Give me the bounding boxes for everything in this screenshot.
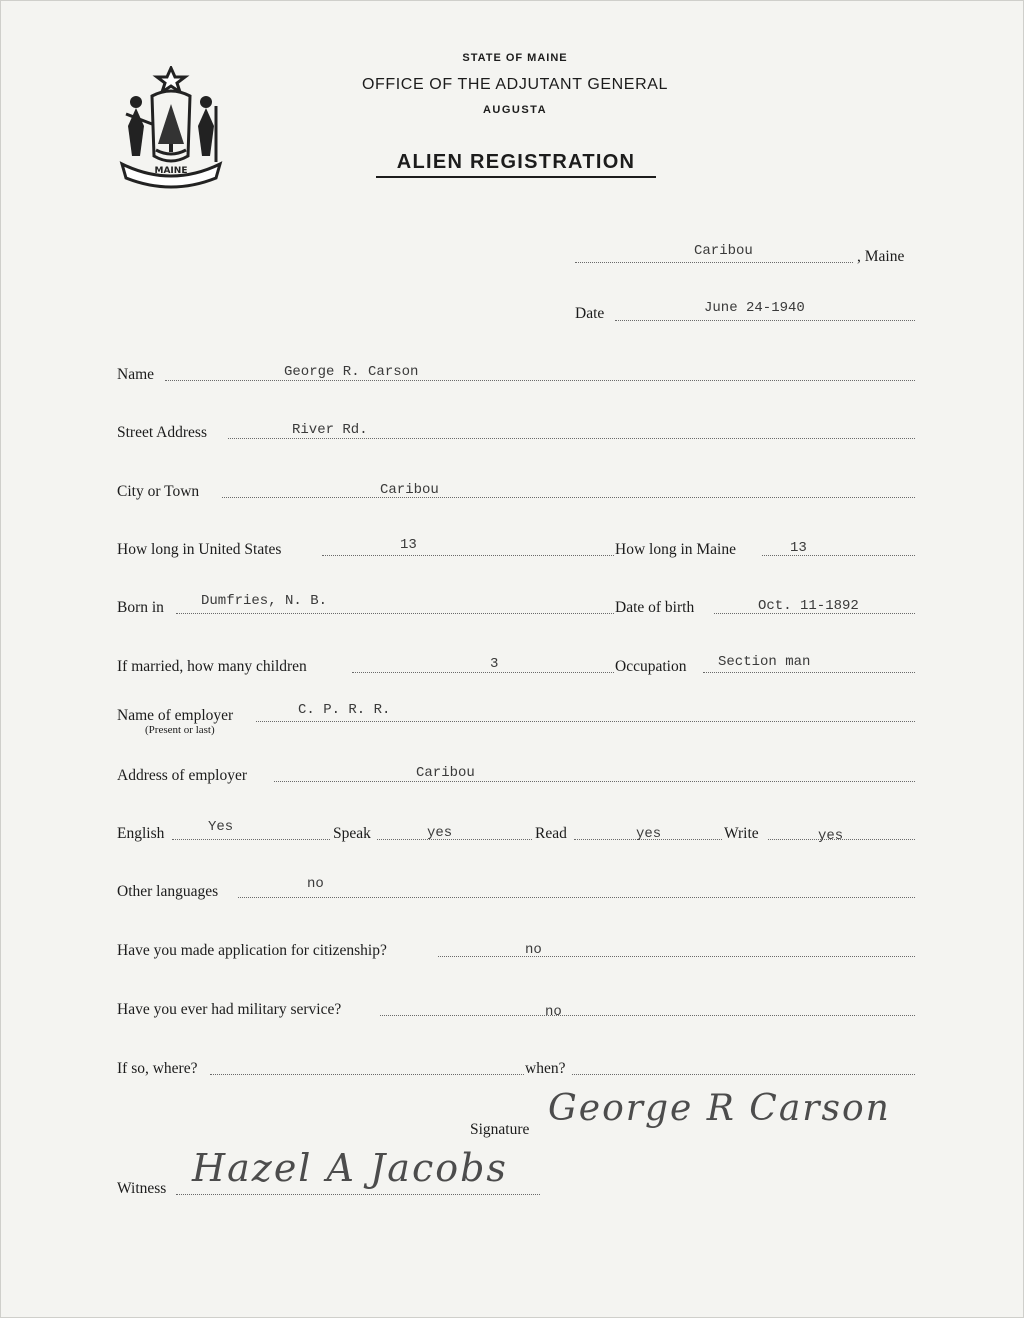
employer-sublabel: (Present or last) xyxy=(145,724,215,736)
state-heading: STATE OF MAINE xyxy=(462,52,568,64)
children-value: 3 xyxy=(490,656,499,672)
occupation-label: Occupation xyxy=(615,658,687,675)
employer-line xyxy=(256,721,915,722)
citizenship-value: no xyxy=(525,942,542,958)
speak-label: Speak xyxy=(333,825,371,842)
how-long-us-label: How long in United States xyxy=(117,541,282,558)
signature-label: Signature xyxy=(470,1121,530,1138)
street-address-line xyxy=(228,438,915,439)
read-value: yes xyxy=(636,826,662,842)
how-long-maine-line xyxy=(762,555,915,556)
how-long-maine-value: 13 xyxy=(790,540,807,556)
city-heading: AUGUSTA xyxy=(482,104,548,116)
occupation-value: Section man xyxy=(718,654,811,670)
place-suffix: , Maine xyxy=(857,248,905,265)
employer-value: C. P. R. R. xyxy=(298,702,391,718)
name-label: Name xyxy=(117,366,155,383)
date-label: Date xyxy=(575,305,605,322)
date-of-birth-label: Date of birth xyxy=(615,599,695,616)
form-title: ALIEN REGISTRATION xyxy=(376,151,656,178)
born-in-label: Born in xyxy=(117,599,164,616)
other-languages-line xyxy=(238,897,915,898)
employer-label: Name of employer xyxy=(117,707,234,724)
military-line xyxy=(380,1015,915,1016)
military-value: no xyxy=(545,1004,562,1020)
city-label: City or Town xyxy=(117,483,200,500)
children-line xyxy=(352,672,614,673)
city-line xyxy=(222,497,915,498)
other-languages-value: no xyxy=(307,876,324,892)
date-line xyxy=(615,320,915,321)
place-line xyxy=(575,262,853,263)
name-value: George R. Carson xyxy=(284,364,419,380)
how-long-us-value: 13 xyxy=(400,537,417,553)
children-label: If married, how many children xyxy=(117,658,307,675)
english-label: English xyxy=(117,825,165,842)
if-so-where-label: If so, where? xyxy=(117,1060,198,1077)
write-value: yes xyxy=(818,828,844,844)
born-in-value: Dumfries, N. B. xyxy=(201,593,328,609)
city-value: Caribou xyxy=(380,482,439,498)
witness-signature-value: Hazel A Jacobs xyxy=(192,1146,508,1190)
citizenship-label: Have you made application for citizenship? xyxy=(117,942,387,959)
other-languages-label: Other languages xyxy=(117,883,219,900)
if-so-where-line xyxy=(210,1074,524,1075)
date-value: June 24-1940 xyxy=(704,300,805,316)
employer-address-value: Caribou xyxy=(416,765,475,781)
speak-value: yes xyxy=(427,825,453,841)
employer-address-label: Address of employer xyxy=(117,767,247,784)
witness-line xyxy=(176,1194,540,1195)
street-address-label: Street Address xyxy=(117,424,207,441)
office-heading: OFFICE OF THE ADJUTANT GENERAL xyxy=(361,76,669,93)
seal-banner-text: MAINE xyxy=(154,166,188,176)
english-value: Yes xyxy=(208,819,234,835)
when-line xyxy=(572,1074,915,1075)
place-value: Caribou xyxy=(694,243,753,259)
how-long-us-line xyxy=(322,555,614,556)
how-long-maine-label: How long in Maine xyxy=(615,541,736,558)
maine-state-seal xyxy=(112,66,230,190)
english-line xyxy=(172,839,330,840)
street-address-value: River Rd. xyxy=(292,422,368,438)
write-label: Write xyxy=(724,825,759,842)
signature-value: George R Carson xyxy=(548,1088,891,1129)
date-of-birth-value: Oct. 11-1892 xyxy=(758,598,859,614)
employer-address-line xyxy=(274,781,915,782)
occupation-line xyxy=(703,672,915,673)
speak-line xyxy=(377,839,532,840)
citizenship-line xyxy=(438,956,915,957)
name-line xyxy=(165,380,915,381)
read-label: Read xyxy=(535,825,567,842)
witness-label: Witness xyxy=(117,1180,167,1197)
military-label: Have you ever had military service? xyxy=(117,1001,342,1018)
when-label: when? xyxy=(525,1060,566,1077)
born-in-line xyxy=(176,613,614,614)
